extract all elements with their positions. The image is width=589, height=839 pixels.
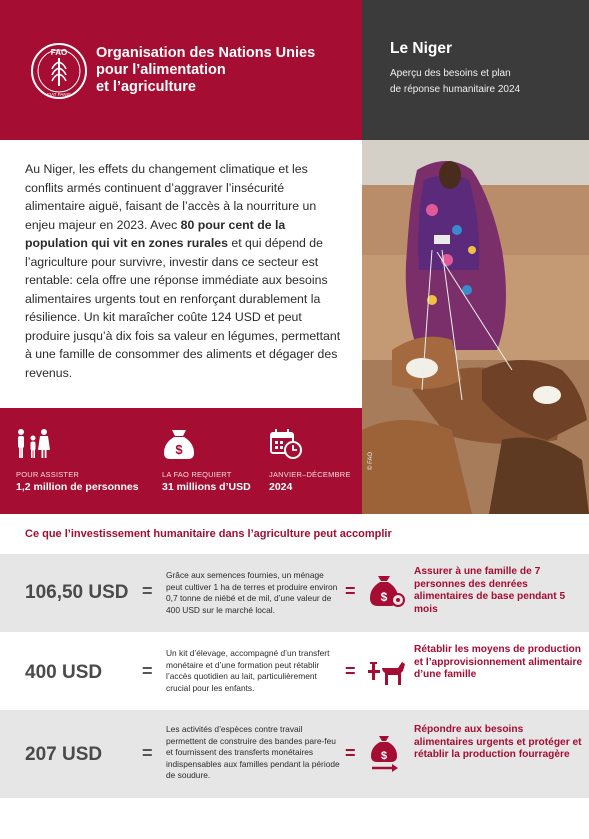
stat-label: JANVIER–DÉCEMBRE — [269, 470, 351, 479]
stat-funding — [162, 428, 251, 493]
stat-period — [269, 428, 351, 493]
stat-label: LA FAO REQUIERT — [162, 470, 232, 479]
investment-amount: 207 USD — [25, 744, 103, 765]
document-subtitle: Aperçu des besoins et plan de réponse humanitaire 2024 — [390, 68, 521, 95]
investment-amount: 400 USD — [25, 662, 103, 683]
photo-credit: © FAO — [368, 451, 374, 470]
equals-sign: = — [142, 661, 153, 681]
stat-label: POUR ASSISTER — [16, 470, 80, 479]
key-figures-band — [0, 408, 362, 514]
photo-woman-with-goats — [362, 140, 589, 514]
seed-bag-icon — [366, 572, 406, 612]
investment-amount: 106,50 USD — [25, 582, 129, 603]
family-icon — [16, 428, 50, 460]
investment-description: Les activités d’espèces contre travail permettent de construire des bandes pare-feu et fournissent des transferts monétaires indispensables aux familles pendant la période de soudure. — [166, 724, 340, 781]
fao-logo-icon — [30, 42, 88, 100]
equals-sign: = — [142, 581, 153, 601]
investment-outcome: Rétablir les moyens de production et l’approvisionnement alimentaire d’une famille — [414, 644, 583, 681]
money-bag-icon — [162, 428, 196, 460]
intro-paragraph: Au Niger, les effets du changement climatique et les conflits armés continuent d’aggraver l’insécurité alimentaire aiguë, faisant de l’accès à la nourriture un enjeu majeur en 2023. Avec 80 pour cent de la population qui vit en zones rurales et qui dépend de l’agriculture pour survivre, investir dans ce secteur est rentable: cela offre une réponse immédiate aux besoins alimentaires urgents tout en renforçant durablement la résilience. Un kit maraîcher coûte 124 USD et peut produire jusqu’à dix fois sa valeur en légumes, permettant à une famille de consommer des aliments et dégager des revenus. — [25, 162, 341, 380]
investment-row — [0, 554, 589, 632]
organization-name: Organisation des Nations Unies pour l’alimentation et l’agriculture — [96, 45, 316, 95]
stat-people — [16, 428, 139, 493]
stat-value: 31 millions d’USD — [162, 481, 251, 493]
investment-row — [0, 632, 589, 710]
investment-description: Un kit d’élevage, accompagné d’un transfert monétaire et d’une formation peut rétablir l’accès quotidien au lait, particulièrement crucial pour les enfants. — [166, 648, 330, 693]
livestock-icon — [366, 652, 406, 692]
document-title-panel — [362, 0, 589, 140]
svg-text:$: $ — [175, 442, 183, 457]
stat-value: 2024 — [269, 481, 293, 493]
cash-transfer-icon — [366, 734, 406, 774]
stat-value: 1,2 million de personnes — [16, 481, 139, 493]
investment-outcome: Répondre aux besoins alimentaires urgents et protéger et rétablir la production fourragère — [414, 724, 582, 761]
svg-text:$: $ — [380, 590, 388, 604]
equals-sign: = — [345, 743, 356, 763]
equals-sign: = — [345, 661, 356, 681]
svg-text:FAO: FAO — [50, 48, 68, 57]
calendar-icon — [269, 428, 303, 460]
equals-sign: = — [345, 581, 356, 601]
equals-sign: = — [142, 743, 153, 763]
svg-text:$: $ — [380, 750, 388, 762]
investment-description: Grâce aux semences fournies, un ménage peut cultiver 1 ha de terres et produire environ 0,7 tonne de niébé et de mil, d’une valeur de 400 USD sur le marché local. — [166, 570, 338, 615]
section-title: Ce que l’investissement humanitaire dans l’agriculture peut accomplir — [25, 528, 392, 540]
header-banner — [0, 0, 362, 140]
country-title: Le Niger — [390, 40, 453, 57]
investment-row — [0, 710, 589, 798]
investment-outcome: Assurer à une famille de 7 personnes des denrées alimentaires de base pendant 5 mois — [414, 566, 566, 615]
svg-text:FIAT PANIS: FIAT PANIS — [47, 92, 71, 97]
